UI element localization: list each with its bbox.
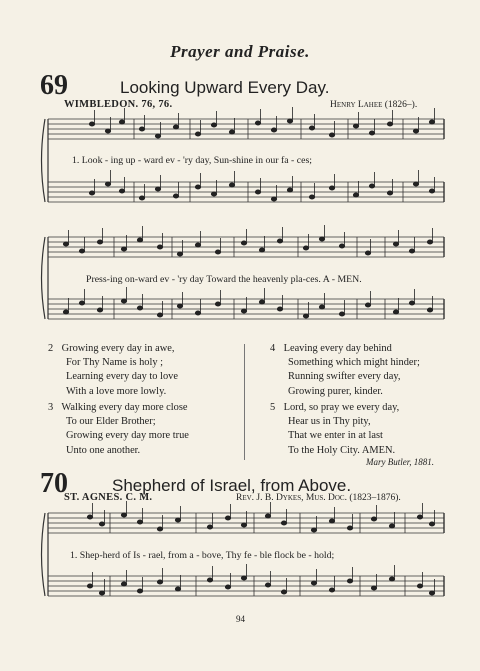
- note-head: [87, 584, 92, 588]
- note-head: [105, 129, 110, 133]
- note-head: [271, 128, 276, 132]
- note-head: [195, 132, 200, 136]
- note-head: [63, 310, 68, 314]
- hymn-number: 70: [40, 468, 68, 499]
- note-head: [287, 119, 292, 123]
- note-head: [387, 122, 392, 126]
- note-head: [105, 182, 110, 186]
- hymn-number: 69: [40, 70, 68, 101]
- note-head: [215, 302, 220, 306]
- note-head: [79, 249, 84, 253]
- note-head: [413, 182, 418, 186]
- note-head: [427, 308, 432, 312]
- hymn-title: Shepherd of Israel, from Above.: [112, 476, 352, 495]
- note-head: [87, 515, 92, 519]
- note-head: [241, 309, 246, 313]
- note-head: [211, 192, 216, 196]
- note-head: [347, 579, 352, 583]
- note-head: [157, 580, 162, 584]
- note-head: [155, 134, 160, 138]
- page-header: Prayer and Praise.: [170, 42, 310, 61]
- note-head: [287, 188, 292, 192]
- hymn-title: Looking Upward Every Day.: [120, 78, 330, 97]
- note-head: [417, 515, 422, 519]
- note-head: [389, 577, 394, 581]
- note-head: [121, 582, 126, 586]
- note-head: [207, 578, 212, 582]
- note-head: [347, 526, 352, 530]
- verse-3: 3 Walking every day more close To our Elder Brother; Growing every day more true Unto one another.: [48, 402, 189, 456]
- note-head: [409, 249, 414, 253]
- composer: Henry Lahee (1826–).: [330, 100, 418, 110]
- note-head: [229, 130, 234, 134]
- note-head: [429, 189, 434, 193]
- note-head: [429, 591, 434, 595]
- note-head: [139, 127, 144, 131]
- note-head: [277, 307, 282, 311]
- note-head: [99, 591, 104, 595]
- note-head: [119, 189, 124, 193]
- note-head: [195, 185, 200, 189]
- note-head: [339, 244, 344, 248]
- note-head: [319, 237, 324, 241]
- note-head: [241, 241, 246, 245]
- note-head: [309, 126, 314, 130]
- note-head: [119, 120, 124, 124]
- note-head: [63, 242, 68, 246]
- note-head: [157, 313, 162, 317]
- note-head: [277, 239, 282, 243]
- note-head: [241, 523, 246, 527]
- note-head: [303, 246, 308, 250]
- note-head: [121, 513, 126, 517]
- note-head: [353, 193, 358, 197]
- note-head: [329, 519, 334, 523]
- note-head: [371, 517, 376, 521]
- note-head: [89, 191, 94, 195]
- note-head: [175, 587, 180, 591]
- note-head: [173, 125, 178, 129]
- note-head: [429, 120, 434, 124]
- note-head: [137, 306, 142, 310]
- note-head: [173, 194, 178, 198]
- note-head: [177, 304, 182, 308]
- note-head: [79, 301, 84, 305]
- verse-4: 4 Leaving every day behind Something which might hinder; Running swifter every day, Growing purer, kinder.: [270, 343, 420, 397]
- note-head: [241, 576, 246, 580]
- note-head: [369, 131, 374, 135]
- note-head: [387, 191, 392, 195]
- note-head: [215, 250, 220, 254]
- note-head: [365, 251, 370, 255]
- note-head: [389, 524, 394, 528]
- page-number: 94: [236, 614, 245, 624]
- brace: [42, 237, 46, 319]
- composer: Rev. J. B. Dykes, Mus. Doc. (1823–1876).: [236, 493, 401, 503]
- tune-name: WIMBLEDON. 76, 76.: [64, 99, 173, 110]
- note-head: [281, 521, 286, 525]
- note-head: [339, 312, 344, 316]
- note-head: [429, 522, 434, 526]
- note-head: [195, 311, 200, 315]
- note-head: [427, 240, 432, 244]
- note-head: [211, 123, 216, 127]
- note-head: [353, 124, 358, 128]
- note-head: [157, 245, 162, 249]
- note-head: [229, 183, 234, 187]
- note-head: [393, 310, 398, 314]
- note-head: [121, 247, 126, 251]
- note-head: [409, 301, 414, 305]
- note-head: [329, 133, 334, 137]
- note-head: [207, 525, 212, 529]
- note-head: [175, 518, 180, 522]
- note-head: [369, 184, 374, 188]
- note-head: [139, 196, 144, 200]
- column-divider: [244, 344, 245, 460]
- note-head: [311, 581, 316, 585]
- note-head: [371, 586, 376, 590]
- tune-name: ST. AGNES. C. M.: [64, 492, 153, 503]
- note-head: [157, 527, 162, 531]
- note-head: [393, 242, 398, 246]
- note-head: [303, 314, 308, 318]
- note-head: [319, 305, 324, 309]
- note-head: [255, 190, 260, 194]
- note-head: [97, 308, 102, 312]
- note-head: [413, 129, 418, 133]
- note-head: [329, 186, 334, 190]
- note-head: [271, 197, 276, 201]
- note-head: [259, 248, 264, 252]
- note-head: [177, 252, 182, 256]
- brace: [42, 119, 46, 202]
- note-head: [137, 589, 142, 593]
- note-head: [311, 528, 316, 532]
- note-head: [99, 522, 104, 526]
- note-head: [309, 195, 314, 199]
- lyric-line: Press-ing on-ward ev - 'ry day Toward the heavenly pla-ces. A - MEN.: [86, 274, 362, 285]
- note-head: [89, 122, 94, 126]
- note-head: [137, 520, 142, 524]
- verse-2: 2 Growing every day in awe, For Thy Name is holy ; Learning every day to love With a love more lowly.: [48, 343, 178, 397]
- lyric-line: 1. Look - ing up - ward ev - 'ry day, Sun-shine in our fa - ces;: [72, 155, 313, 166]
- lyric-line: 1. Shep-herd of Is - rael, from a - bove, Thy fe - ble flock be - hold;: [70, 550, 335, 561]
- note-head: [417, 584, 422, 588]
- note-head: [137, 238, 142, 242]
- author-credit: Mary Butler, 1881.: [366, 457, 434, 467]
- note-head: [329, 588, 334, 592]
- note-head: [265, 583, 270, 587]
- note-head: [121, 299, 126, 303]
- note-head: [265, 514, 270, 518]
- note-head: [225, 585, 230, 589]
- note-head: [195, 243, 200, 247]
- note-head: [259, 300, 264, 304]
- note-head: [97, 240, 102, 244]
- brace: [42, 513, 46, 596]
- note-head: [281, 590, 286, 594]
- note-head: [255, 121, 260, 125]
- note-head: [365, 303, 370, 307]
- note-head: [155, 187, 160, 191]
- verse-5: 5 Lord, so pray we every day, Hear us in Thy pity, That we enter in at last To the Holy City. AMEN.: [270, 402, 400, 456]
- note-head: [225, 516, 230, 520]
